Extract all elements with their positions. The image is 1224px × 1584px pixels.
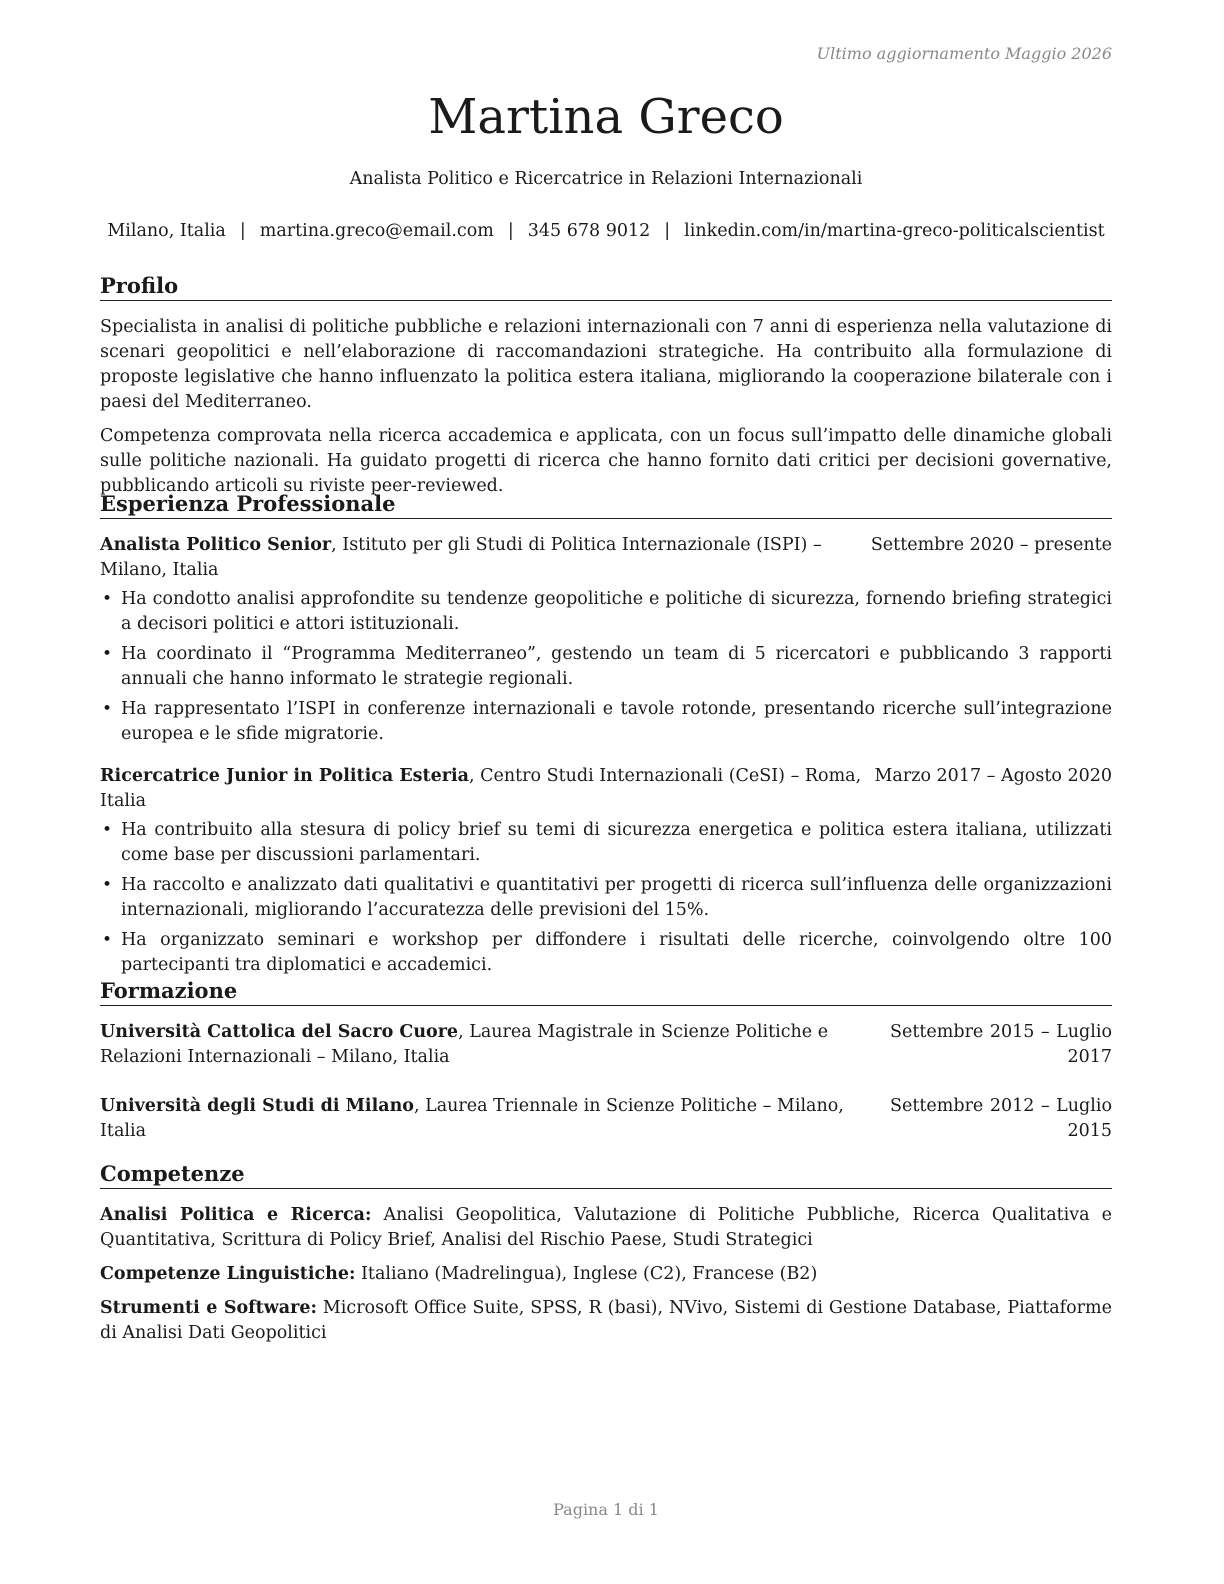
education-school: Università Cattolica del Sacro Cuore: [100, 1022, 459, 1042]
bullet-icon: •: [102, 699, 113, 719]
contact-separator: |: [507, 221, 514, 241]
profile-paragraph: Competenza comprovata nella ricerca accademica e applicata, con un focus sull’impatto delle dinamiche globali sulle politiche nazionali. Ha guidato progetti di ricerca che hanno fornito dati critici per decisioni governative, pubblicando articoli su riviste peer-reviewed.: [100, 426, 1112, 496]
bullet-icon: •: [102, 589, 113, 609]
contact-separator: |: [239, 221, 246, 241]
job-role: Analista Politico Senior: [100, 535, 332, 555]
job-dates: Settembre 2020 – presente: [871, 533, 1112, 558]
job-organization: , Istituto per gli Studi di Politica Internazionale (ISPI) – Milano, Italia: [100, 535, 822, 580]
skill-item: [100, 1262, 1112, 1287]
bullet-icon: •: [102, 644, 113, 664]
profile-paragraph: Specialista in analisi di politiche pubbliche e relazioni internazionali con 7 anni di esperienza nella valutazione di scenari geopolitici e nell’elaborazione di raccomandazioni strategiche. Ha contribuito alla formulazione di proposte legislative che hanno influenzato la politica estera italiana, migliorando la cooperazione bilaterale con i paesi del Mediterraneo.: [100, 317, 1112, 412]
skill-item: [100, 1296, 1112, 1346]
education-dates-line: 2015: [1067, 1121, 1112, 1141]
contact-location: Milano, Italia: [107, 221, 226, 241]
education-dates-line: Settembre 2015 – Luglio: [890, 1022, 1112, 1042]
bullet-text: Ha rappresentato l’ISPI in conferenze internazionali e tavole rotonde, presentando ricerche sull’integrazione europea e le sfide migratorie.: [121, 699, 1112, 744]
education-degree: , Laurea Magistrale in Scienze Politiche e Relazioni Internazionali – Milano, Italia: [100, 1022, 829, 1067]
skill-label: Competenze Linguistiche:: [100, 1264, 356, 1284]
job-header: [100, 533, 1112, 583]
bullet-text: Ha coordinato il “Programma Mediterraneo”, gestendo un team di 5 ricercatori e pubblicando 3 rapporti annuali che hanno informato le strategie regionali.: [121, 644, 1112, 689]
candidate-name: Martina Greco: [428, 89, 784, 145]
skill-label: Analisi Politica e Ricerca:: [100, 1205, 372, 1225]
job-title-line: [100, 533, 870, 583]
list-item: [100, 587, 1112, 637]
skills-section: [100, 1160, 1112, 1346]
skill-value: Analisi Geopolitica, Valutazione di Politiche Pubbliche, Ricerca Qualitativa e Quantitativa, Scrittura di Policy Brief, Analisi del Rischio Paese, Studi Strategici: [100, 1205, 1113, 1250]
education-dates-line: Settembre 2012 – Luglio: [890, 1096, 1112, 1116]
list-item: [100, 642, 1112, 692]
job-entry: [100, 533, 1112, 747]
education-section: [100, 977, 1112, 1144]
last-updated: Ultimo aggiornamento Maggio 2026: [816, 44, 1112, 63]
section-title-education: Formazione: [100, 977, 1112, 1006]
list-item: [100, 818, 1112, 868]
education-dates: [890, 1020, 1112, 1070]
skill-value: Italiano (Madrelingua), Inglese (C2), Francese (B2): [355, 1264, 818, 1284]
bullet-text: Ha condotto analisi approfondite su tendenze geopolitiche e politiche di sicurezza, fornendo briefing strategici a decisori politici e attori istituzionali.: [121, 589, 1112, 634]
skill-label: Strumenti e Software:: [100, 1298, 317, 1318]
bullet-icon: •: [102, 930, 113, 950]
page-number: Pagina 1 di 1: [553, 1500, 659, 1519]
job-bullets: [100, 818, 1112, 978]
contact-email[interactable]: martina.greco@email.com: [259, 221, 494, 241]
section-title-experience: Esperienza Professionale: [100, 490, 1112, 519]
skill-value: Microsoft Office Suite, SPSS, R (basi), NVivo, Sistemi di Gestione Database, Piattaforme di Analisi Dati Geopolitici: [100, 1298, 1112, 1343]
job-entry: [100, 764, 1112, 978]
list-item: [100, 873, 1112, 923]
section-title-profile: Profilo: [100, 272, 1112, 301]
education-entry: [100, 1094, 1112, 1144]
education-degree: , Laurea Triennale in Scienze Politiche – Milano, Italia: [100, 1096, 844, 1141]
education-details: [100, 1094, 890, 1144]
education-dates-line: 2017: [1067, 1047, 1112, 1067]
bullet-text: Ha raccolto e analizzato dati qualitativi e quantitativi per progetti di ricerca sull’influenza delle organizzazioni internazionali, migliorando l’accuratezza delle previsioni del 15%.: [121, 875, 1112, 920]
bullet-text: Ha contribuito alla stesura di policy brief su temi di sicurezza energetica e politica estera italiana, utilizzati come base per discussioni parlamentari.: [121, 820, 1112, 865]
education-dates: [890, 1094, 1112, 1144]
contact-phone[interactable]: 345 678 9012: [527, 221, 651, 241]
job-organization: , Centro Studi Internazionali (CeSI) – Roma, Italia: [100, 766, 862, 811]
job-header: [100, 764, 1112, 814]
headline: Analista Politico e Ricercatrice in Relazioni Internazionali: [349, 169, 863, 189]
education-entry: [100, 1020, 1112, 1070]
contact-line: [100, 219, 1112, 243]
job-role: Ricercatrice Junior in Politica Esteria: [100, 766, 469, 786]
list-item: [100, 697, 1112, 747]
education-details: [100, 1020, 890, 1070]
bullet-text: Ha organizzato seminari e workshop per diffondere i risultati delle ricerche, coinvolgendo oltre 100 partecipanti tra diplomatici e accademici.: [121, 930, 1112, 975]
list-item: [100, 928, 1112, 978]
job-dates: Marzo 2017 – Agosto 2020: [875, 764, 1112, 789]
profile-section: [100, 272, 1112, 499]
section-title-skills: Competenze: [100, 1160, 1112, 1189]
education-school: Università degli Studi di Milano: [100, 1096, 414, 1116]
contact-separator: |: [664, 221, 671, 241]
job-title-line: [100, 764, 880, 814]
bullet-icon: •: [102, 875, 113, 895]
experience-section: [100, 490, 1112, 983]
contact-linkedin[interactable]: linkedin.com/in/martina-greco-politicalscientist: [684, 221, 1105, 241]
job-bullets: [100, 587, 1112, 747]
bullet-icon: •: [102, 820, 113, 840]
resume-page: [100, 0, 1112, 1584]
skill-item: [100, 1203, 1112, 1253]
